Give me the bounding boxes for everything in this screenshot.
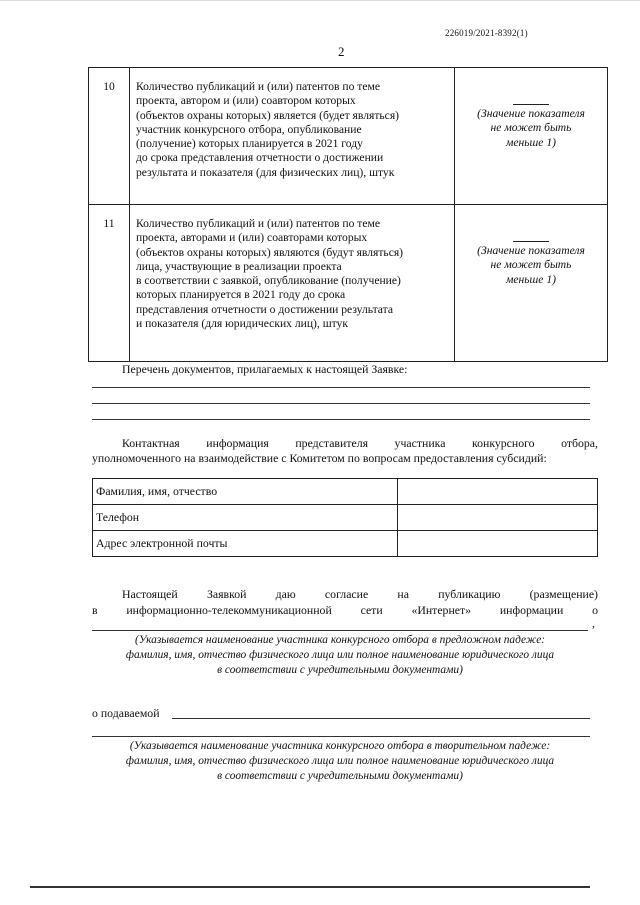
page-top-edge [0, 0, 640, 1]
description-line: которых планируется в 2021 году до срока [136, 288, 346, 302]
description-line: проекта, автором и (или) соавтором которых [136, 94, 356, 108]
table-row [93, 479, 598, 505]
blank-value-line [513, 104, 549, 105]
description-line: результата и показателя (для физических лиц), штук [136, 165, 395, 179]
description-line: (объектов охраны которых) являются (будут являться) [136, 245, 404, 259]
note-line: в соответствии с учредительными документами) [217, 770, 463, 782]
value-note-line: (Значение показателя [477, 107, 585, 120]
indicators-table [88, 67, 608, 362]
note-line: в соответствии с учредительными документами) [217, 664, 463, 676]
contact-intro-line-2: уполномоченного на взаимодействие с Комитетом по вопросам предоставления субсидий: [92, 451, 547, 465]
indicator-value [461, 104, 601, 150]
indicator-value-cell[interactable] [455, 205, 608, 362]
value-note-line: не может быть [490, 258, 572, 272]
indicator-value-cell[interactable] [455, 68, 608, 205]
submitted-fill-line-2[interactable] [92, 736, 590, 737]
note-line: фамилия, имя, отчество физического лица или полное наименование юридического лица [125, 755, 555, 767]
indicator-description [130, 205, 455, 362]
table-row [89, 68, 608, 205]
contact-label-phone: Телефон [93, 505, 398, 531]
participant-prepositional-line[interactable] [92, 630, 588, 631]
description-line: Количество публикаций и (или) патентов по теме [136, 80, 380, 93]
description-line: лица, участвующие в реализации проекта [136, 259, 342, 273]
note-line: (Указывается наименование участника конкурсного отбора в творительном падеже: [129, 740, 551, 752]
description-line: в соответствии с заявкой, опубликование (получение) [136, 274, 401, 288]
note-line: (Указывается наименование участника конкурсного отбора в предложном падеже: [134, 634, 546, 646]
consent-line-2: в информационно-телекоммуникационной сети «Интернет» информации о [92, 603, 598, 617]
page-bottom-rule [30, 886, 590, 888]
contact-table [92, 478, 598, 557]
documents-list-line-3[interactable] [92, 419, 590, 420]
description-line: участник конкурсного отбора, опубликование [136, 122, 362, 136]
documents-list-label: Перечень документов, прилагаемых к настоящей Заявке: [122, 362, 408, 376]
value-note-line: не может быть [490, 121, 572, 135]
table-row [93, 531, 598, 557]
value-note-line: (Значение показателя [477, 244, 585, 257]
instruction-note-prepositional [60, 633, 620, 678]
row-number: 10 [89, 68, 130, 205]
contact-label-email: Адрес электронной почты [93, 531, 398, 557]
description-line: и показателя (для юридических лиц), штук [136, 317, 348, 331]
blank-value-line [513, 241, 549, 242]
page-number: 2 [338, 44, 345, 59]
documents-list-line-2[interactable] [92, 403, 590, 404]
description-line: Количество публикаций и (или) патентов по теме [136, 217, 380, 230]
description-line: представления отчетности о достижении результата [136, 302, 394, 316]
note-line: фамилия, имя, отчество физического лица или полное наименование юридического лица [125, 649, 555, 661]
consent-line-1: Настоящей Заявкой даю согласие на публикацию (размещение) [122, 587, 598, 601]
instruction-note-instrumental [60, 739, 620, 784]
document-number: 226019/2021-8392(1) [445, 28, 528, 38]
contact-value-email[interactable] [398, 531, 598, 557]
submitted-label: о подаваемой [92, 706, 160, 720]
indicator-value [461, 241, 601, 287]
value-note-line: меньше 1) [505, 272, 557, 286]
contact-value-phone[interactable] [398, 505, 598, 531]
table-row [93, 505, 598, 531]
table-row [89, 205, 608, 362]
description-line: (объектов охраны которых) является (будет являться) [136, 108, 400, 122]
indicator-description [130, 68, 455, 205]
consent-comma: , [592, 616, 595, 630]
contact-intro-line-1: Контактная информация представителя участника конкурсного отбора, [122, 436, 598, 450]
description-line: (получение) которых планируется в 2021 году [136, 137, 363, 151]
submitted-fill-line-1[interactable] [172, 718, 590, 719]
row-number: 11 [89, 205, 130, 362]
documents-list-line-1[interactable] [92, 387, 590, 388]
contact-value-fio[interactable] [398, 479, 598, 505]
description-line: до срока представления отчетности о достижении [136, 151, 384, 165]
value-note-line: меньше 1) [505, 135, 557, 149]
contact-label-fio: Фамилия, имя, отчество [93, 479, 398, 505]
description-line: проекта, авторами и (или) соавторами которых [136, 231, 368, 245]
